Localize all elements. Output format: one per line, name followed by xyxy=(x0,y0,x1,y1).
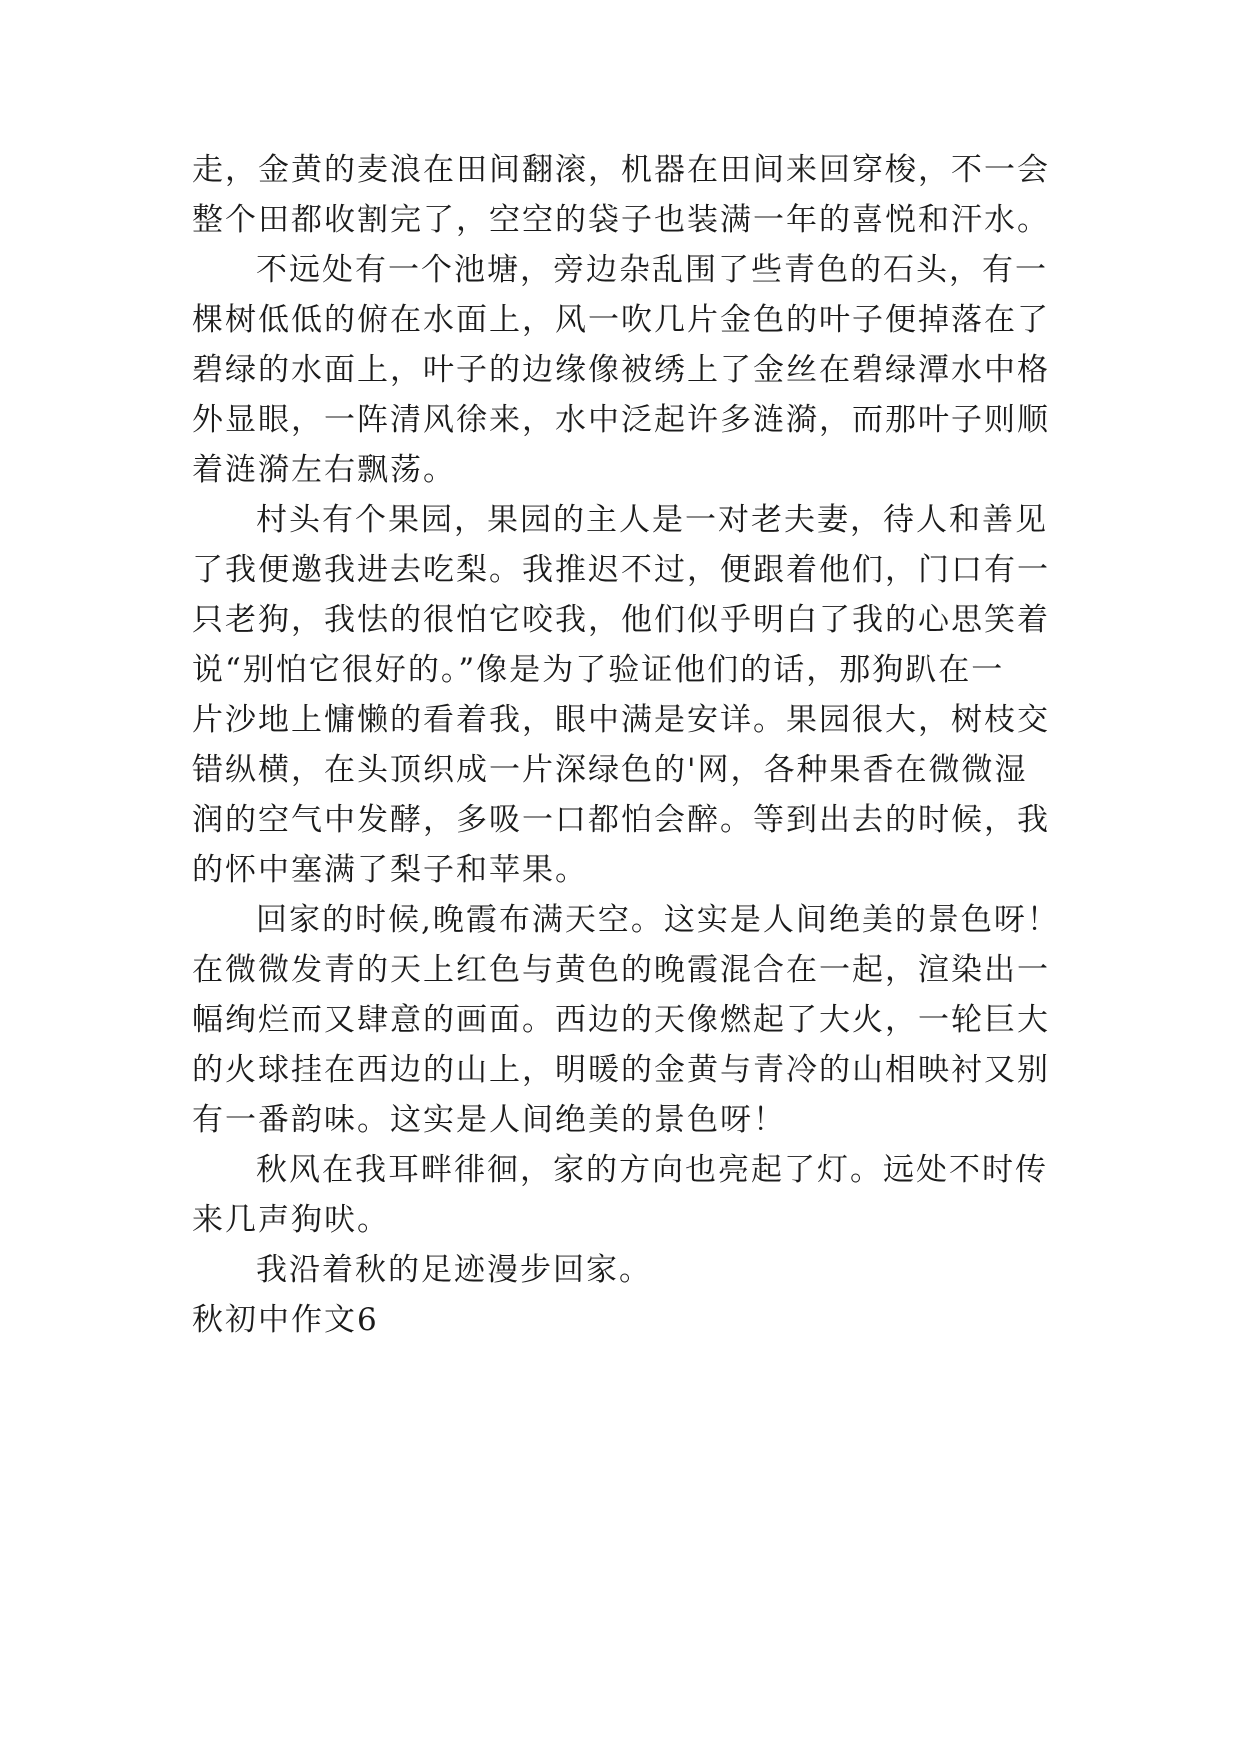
paragraph-line: 润的空气中发酵，多吸一口都怕会醉。等到出去的时候，我 xyxy=(192,802,1050,838)
paragraph-line: 碧绿的水面上，叶子的边缘像被绣上了金丝在碧绿潭水中格 xyxy=(192,352,1050,388)
paragraph-line: 的火球挂在西边的山上，明暖的金黄与青冷的山相映衬又别 xyxy=(192,1052,1050,1088)
paragraph-line: 着涟漪左右飘荡。 xyxy=(192,452,456,488)
paragraph-line: 来几声狗吠。 xyxy=(192,1202,390,1238)
paragraph-line: 幅绚烂而又肆意的画面。西边的天像燃起了大火，一轮巨大 xyxy=(192,1002,1050,1038)
paragraph-line: 了我便邀我进去吃梨。我推迟不过，便跟着他们，门口有一 xyxy=(192,552,1050,588)
paragraph-line: 走，金黄的麦浪在田间翻滚，机器在田间来回穿梭，不一会 xyxy=(192,152,1050,188)
paragraph-line: 外显眼，一阵清风徐来，水中泛起许多涟漪，而那叶子则顺 xyxy=(192,402,1050,438)
paragraph-line: 不远处有一个池塘，旁边杂乱围了些青色的石头，有一 xyxy=(256,252,1048,288)
paragraph-line: 片沙地上慵懒的看着我，眼中满是安详。果园很大，树枝交 xyxy=(192,702,1050,738)
paragraph-line: 只老狗，我怯的很怕它咬我，他们似乎明白了我的心思笑着 xyxy=(192,602,1050,638)
paragraph-line: 错纵横，在头顶织成一片深绿色的'网，各种果香在微微湿 xyxy=(192,752,1028,788)
paragraph-line: 有一番韵味。这实是人间绝美的景色呀！ xyxy=(192,1102,786,1138)
paragraph-line: 棵树低低的俯在水面上，风一吹几片金色的叶子便掉落在了 xyxy=(192,302,1050,338)
paragraph-line: 秋风在我耳畔徘徊，家的方向也亮起了灯。远处不时传 xyxy=(256,1152,1048,1188)
paragraph-line: 的怀中塞满了梨子和苹果。 xyxy=(192,852,588,888)
paragraph-line: 在微微发青的天上红色与黄色的晚霞混合在一起，渲染出一 xyxy=(192,952,1050,988)
paragraph-line: 村头有个果园，果园的主人是一对老夫妻，待人和善见 xyxy=(256,502,1048,538)
paragraph-line: 回家的时候,晚霞布满天空。这实是人间绝美的景色呀！ xyxy=(256,902,1060,938)
paragraph-line: 整个田都收割完了，空空的袋子也装满一年的喜悦和汗水。 xyxy=(192,202,1050,238)
section-heading: 秋初中作文6 xyxy=(192,1302,379,1338)
paragraph-line: 说“别怕它很好的。”像是为了验证他们的话，那狗趴在一 xyxy=(192,652,1005,688)
paragraph-line: 我沿着秋的足迹漫步回家。 xyxy=(256,1252,652,1288)
